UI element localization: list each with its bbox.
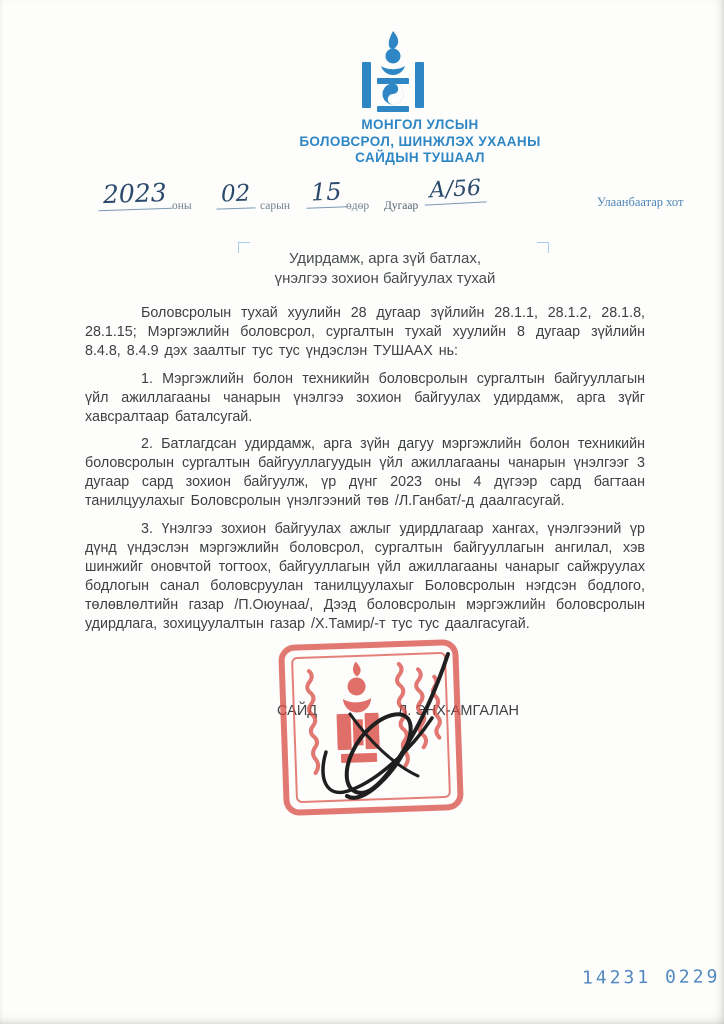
letterhead-line1: МОНГОЛ УЛСЫН: [361, 117, 479, 132]
handwritten-year: 2023: [97, 178, 172, 212]
letterhead: [215, 117, 625, 167]
handwritten-month: 02: [216, 180, 256, 209]
handwritten-number: А/56: [423, 175, 486, 205]
document-title: [195, 249, 575, 289]
label-month: сарын: [260, 200, 290, 212]
paragraph-item2: 2. Батлагдсан удирдамж, арга зүйн дагуу мэргэжлийн болон техникийн боловсролын сургалтын байгууллагуудын үйл ажиллагааны чанарын үнэлгээг 3 дугаар сард зохион байгуулж, үр дүнг 2023 оны 4 дүгээр сард багтаан танилцуулахыг Боловсролын үнэлгээний төв /Л.Ганбат/-д даалгасугай.: [85, 436, 645, 510]
paragraph-item3: 3. Үнэлгээ зохион байгуулах ажлыг удирдлагаар хангах, үнэлгээний үр дүнд үндэслэн мэргэжлийн боловсрол, сургалтын байгууллагын ангилал, хэв шинжийг оновчтой тогтоох, байгууллагын үйл ажиллагааны чанарыг сайжруулах бодлогын санал боловсруулан танилцуулахыг Боловсролын нэгдсэн бодлого, төлөвлөлтийн газар /П.Оюунаа/, Дээд боловсролын мэргэжлийн боловсролын удирдлага, зохицуулалтын газар /Х.Тамир/-т тус тус даалгасугай.: [85, 521, 645, 632]
document-body: [85, 304, 645, 643]
letterhead-line3: САЙДЫН ТУШААЛ: [355, 150, 485, 165]
letterhead-line2: БОЛОВСРОЛ, ШИНЖЛЭХ УХААНЫ: [299, 133, 541, 149]
paragraph-item1: 1. Мэргэжлийн болон техникийн боловсролын сургалтын байгууллагын үйл ажиллагааны чанарын үнэлгээ зохион байгуулах удирдамж, арга зүйг хавсралтаар баталсугай.: [85, 370, 645, 425]
city-label: Улаанбаатар хот: [597, 195, 684, 209]
signature-scrawl-icon: [292, 648, 482, 811]
title-line2: үнэлгээ зохион байгуулах тухай: [274, 270, 496, 287]
soyombo-emblem-icon: [360, 30, 426, 114]
label-year: оны: [172, 200, 192, 212]
handwritten-day: 15: [305, 177, 347, 208]
registration-number-stamp: 14231 0229: [581, 966, 721, 989]
label-number: Дугаар: [384, 200, 419, 212]
signer-role: САЙД: [277, 703, 318, 719]
label-day: өдөр: [346, 200, 370, 212]
title-line1: Удирдамж, арга зүй батлах,: [288, 250, 482, 267]
signer-name: Л. ЭНХ-АМГАЛАН: [397, 703, 519, 719]
paragraph-intro: Боловсролын тухай хуулийн 28 дугаар зүйлийн 28.1.1, 28.1.2, 28.1.8, 28.1.15; Мэргэжлийн боловсрол, сургалтын тухай хуулийн 8 дугаар зүйлийн 8.4.8, 8.4.9 дэх заалтыг тус тус үндэслэн ТУШААХ нь:: [85, 305, 645, 359]
meta-row: [0, 175, 724, 224]
